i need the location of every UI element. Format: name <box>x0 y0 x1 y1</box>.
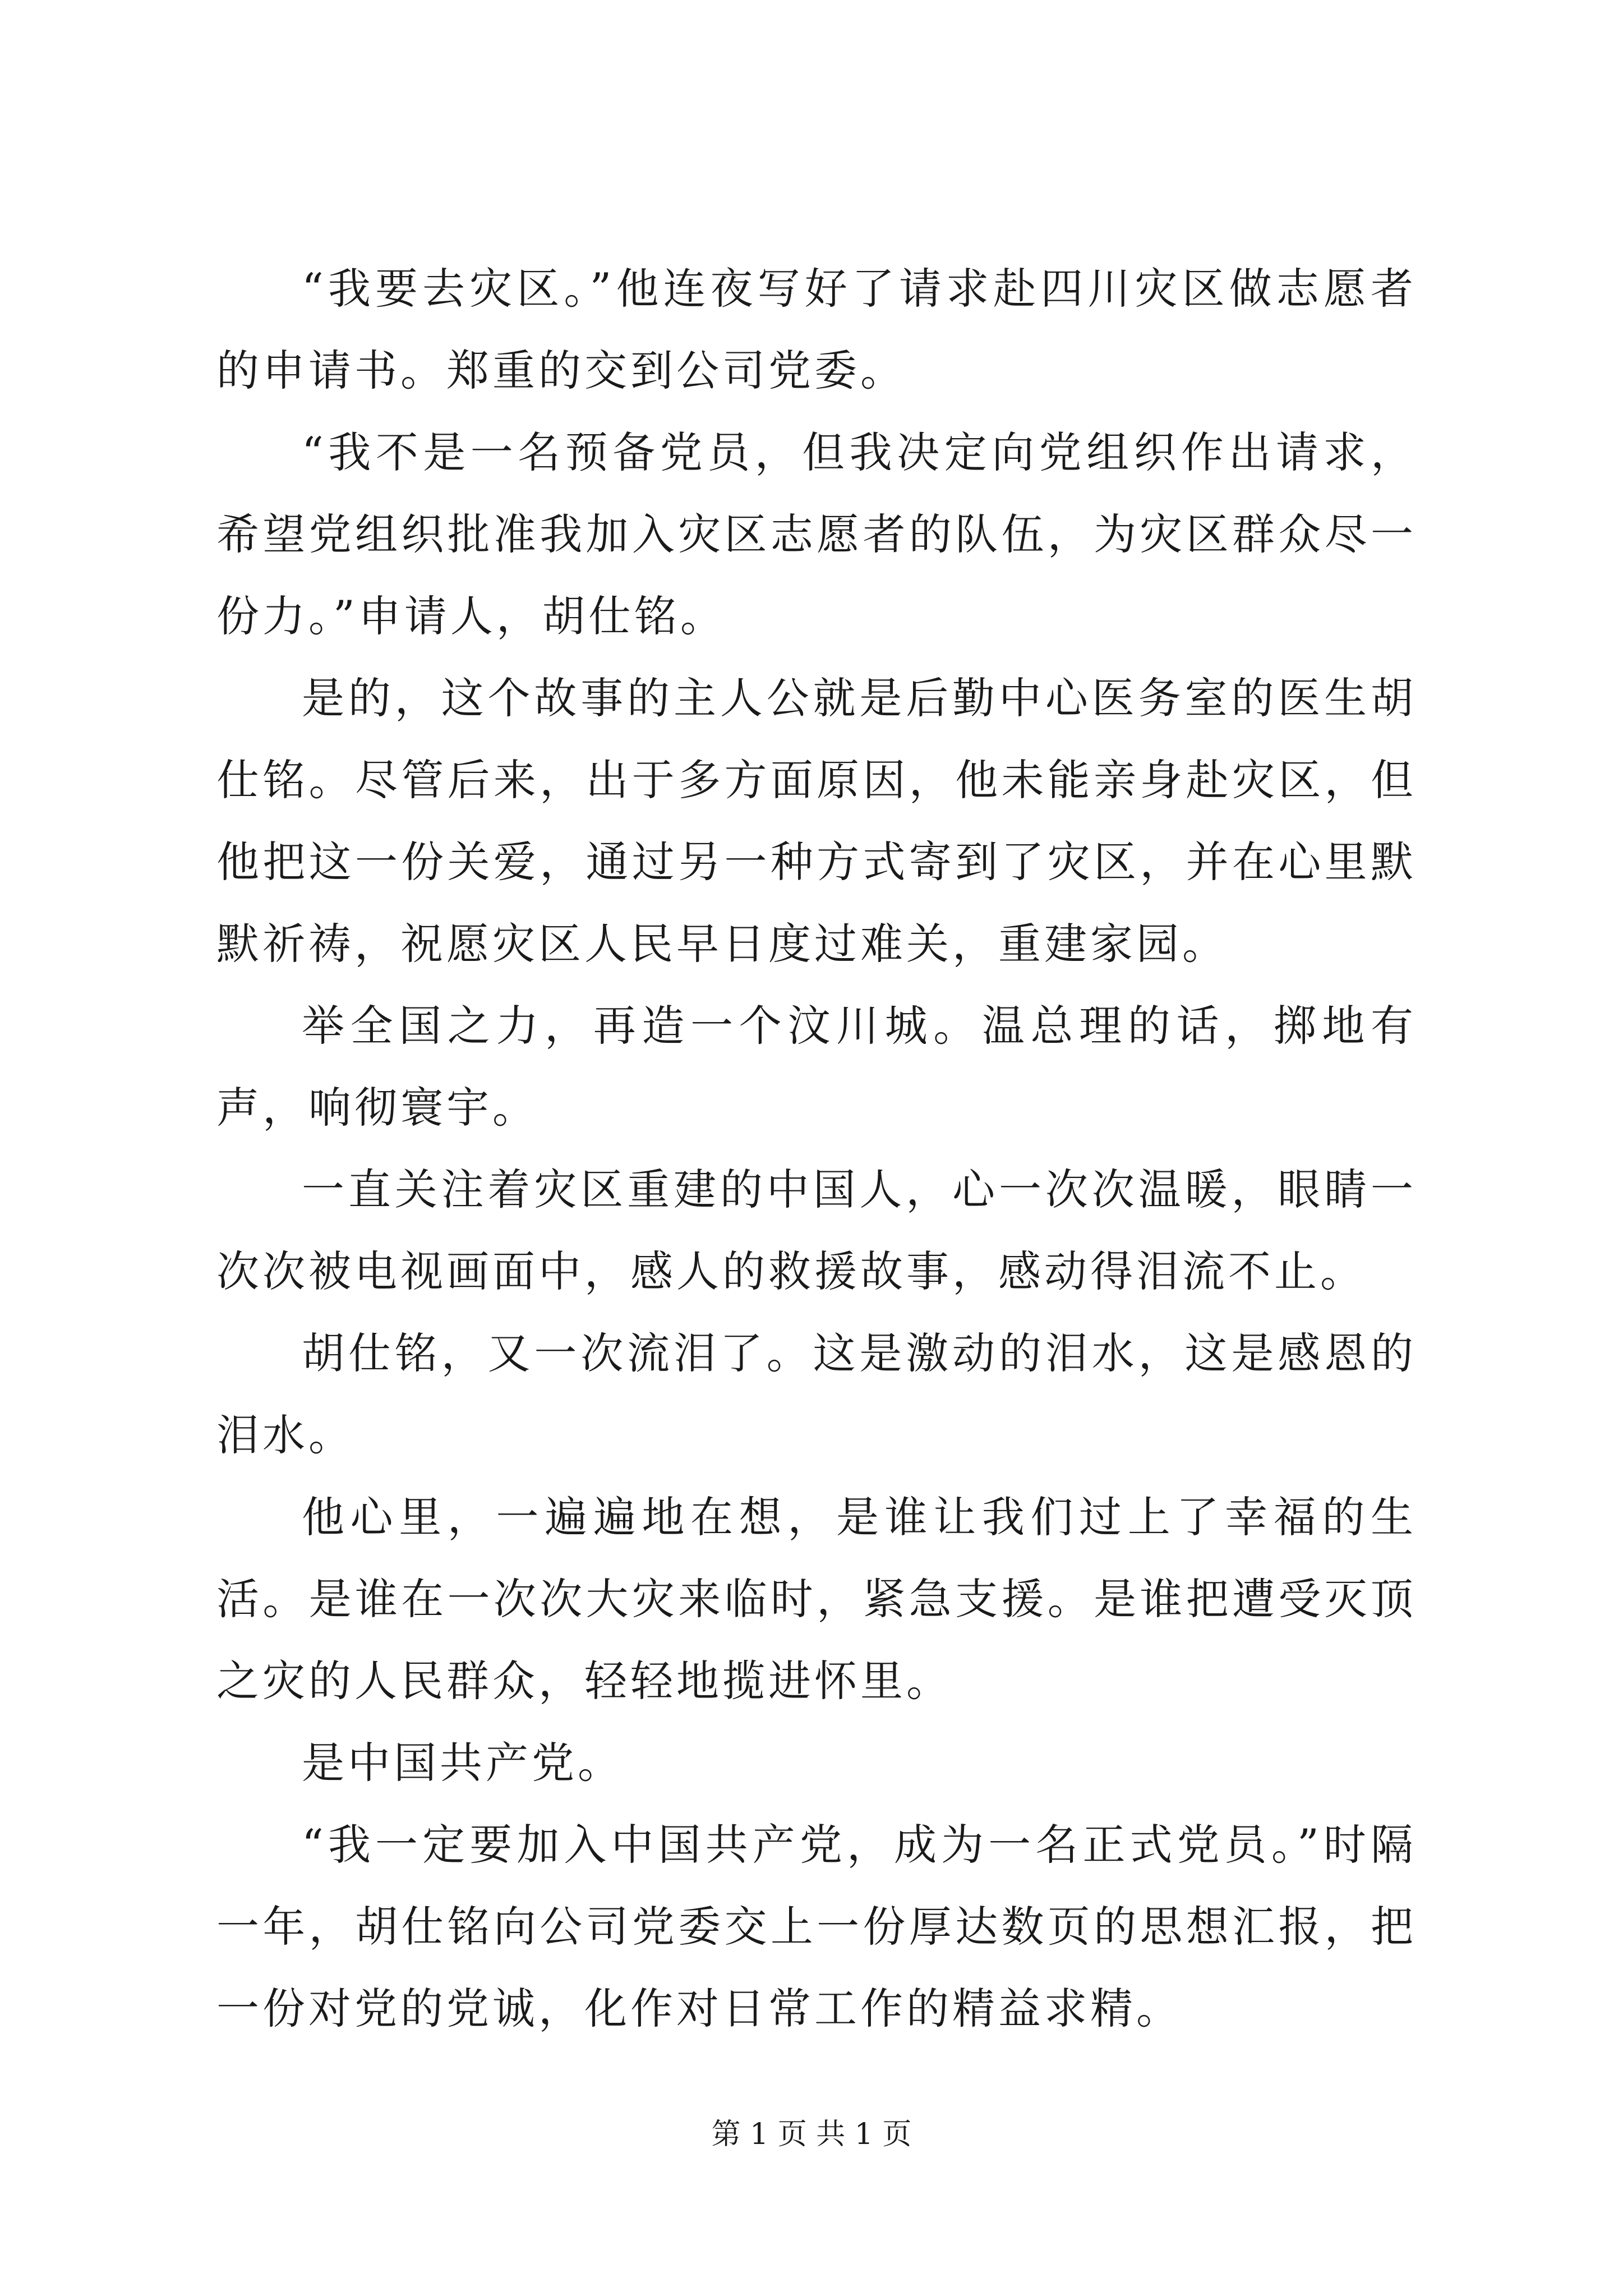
paragraph-3: 是的，这个故事的主人公就是后勤中心医务室的医生胡仕铭。尽管后来，出于多方面原因，他未能亲身赴灾区，但他把这一份关爱，通过另一种方式寄到了灾区，并在心里默默祈祷，祝愿灾区人民早日度过难关，重建家园。 <box>216 673 1417 969</box>
page-footer: 第 1 页 共 1 页 <box>711 2118 912 2151</box>
paragraph-4: 举全国之力，再造一个汶川城。温总理的话，掷地有声，响彻寰宇。 <box>216 1001 1417 1133</box>
paragraph-6: 胡仕铭，又一次流泪了。这是激动的泪水，这是感恩的泪水。 <box>216 1328 1417 1460</box>
paragraph-1: “我要去灾区。”他连夜写好了请求赴四川灾区做志愿者的申请书。郑重的交到公司党委。 <box>216 264 1417 395</box>
paragraph-2: “我不是一名预备党员，但我决定向党组织作出请求，希望党组织批准我加入灾区志愿者的队伍，为灾区群众尽一份力。”申请人，胡仕铭。 <box>216 427 1417 641</box>
paragraph-5: 一直关注着灾区重建的中国人，心一次次温暖，眼睛一次次被电视画面中，感人的救援故事，感动得泪流不止。 <box>216 1165 1417 1296</box>
paragraph-9: “我一定要加入中国共产党，成为一名正式党员。”时隔一年，胡仕铭向公司党委交上一份厚达数页的思想汇报，把一份对党的党诚，化作对日常工作的精益求精。 <box>216 1820 1417 2033</box>
paragraph-7: 他心里，一遍遍地在想，是谁让我们过上了幸福的生活。是谁在一次次大灾来临时，紧急支援。是谁把遭受灭顶之灾的人民群众，轻轻地揽进怀里。 <box>216 1492 1417 1706</box>
paragraph-8: 是中国共产党。 <box>302 1738 624 1788</box>
document-body <box>216 248 1417 2050</box>
